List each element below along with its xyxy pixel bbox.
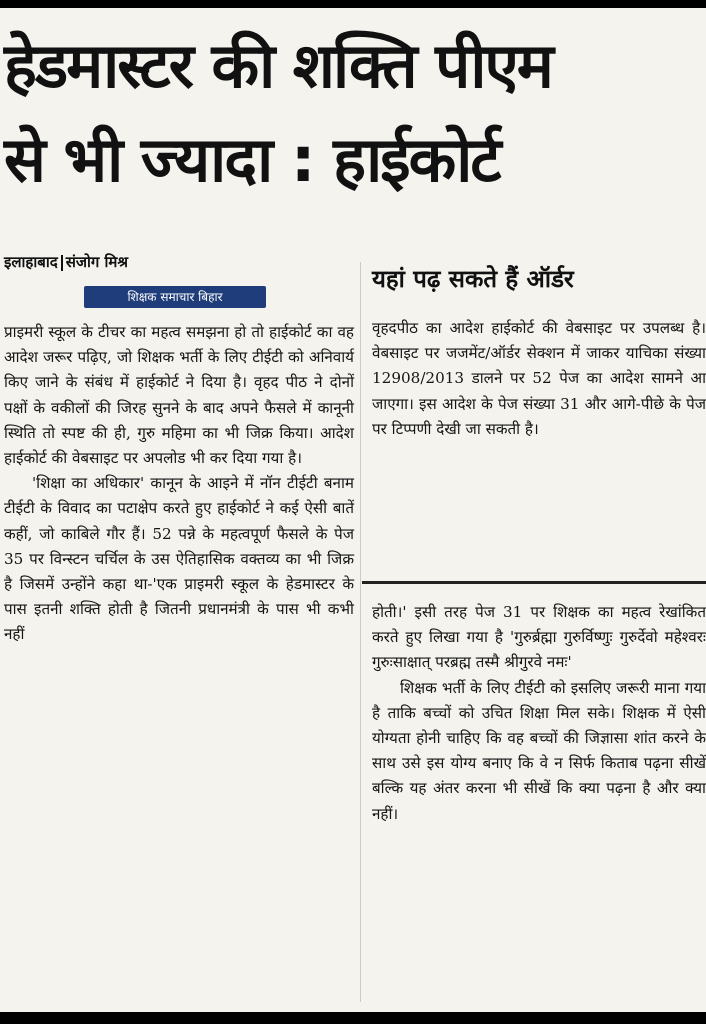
box-text xyxy=(372,316,706,442)
byline xyxy=(4,252,128,272)
right-paragraph-2: शिक्षक भर्ती के लिए टीईटी को इसलिए जरूरी माना गया है ताकि बच्चों को उचित शिक्षा मिल सके। शिक्षक में ऐसी योग्यता होनी चाहिए कि वह बच्चों की जिज्ञासा शांत करने के साथ उसे इस योग्य बनाए कि वे न सिर्फ किताब पढ़ना सीखें बल्कि यह अंतर करना भी सीखें कि क्या पढ़ना है और क्या नहीं। xyxy=(372,678,706,823)
byline-author: संजोग मिश्र xyxy=(65,253,128,271)
box-paragraph: वृहदपीठ का आदेश हाईकोर्ट की वेबसाइट पर उपलब्ध है। वेबसाइट पर जजमेंट/ऑर्डर सेक्शन में जाकर याचिका संख्या 12908/2013 डालने पर 52 पेज का आदेश सामने आ जाएगा। इस आदेश के पेज संख्या 31 और आगे-पीछे के पेज पर टिप्पणी देखी जा सकती है। xyxy=(372,319,706,438)
right-paragraph-1: होती।' इसी तरह पेज 31 पर शिक्षक का महत्व रेखांकित करते हुए लिखा गया है 'गुरुर्ब्रह्मा गुरुर्विष्णुः गुरुर्देवो महेश्वरः गुरुःसाक्षात् परब्रह्म तस्मै श्रीगुरवे नमः' xyxy=(372,603,706,672)
left-paragraph-1: प्राइमरी स्कूल के टीचर का महत्व समझना हो तो हाईकोर्ट का वह आदेश जरूर पढ़िए, जो शिक्षक भर्ती के लिए टीईटी को अनिवार्य किए जाने के संबंध में हाईकोर्ट ने दिया है। वृहद पीठ ने दोनों पक्षों के वकीलों की जिरह सुनने के बाद अपने फैसले में कानूनी स्थिति तो स्पष्ट की ही, गुरु महिमा का भी जिक्र किया। आदेश हाईकोर्ट की वेबसाइट पर अपलोड भी कर दिया गया है। xyxy=(4,323,354,468)
left-column xyxy=(4,320,354,648)
left-paragraph-2: 'शिक्षा का अधिकार' कानून के आइने में नॉन टीईटी बनाम टीईटी के विवाद का पटाक्षेप करते हुए हाईकोर्ट ने कई ऐसी बातें कहीं, जो काबिले गौर हैं। 52 पन्ने के महत्वपूर्ण फैसले के पेज 35 पर विन्स्टन चर्चिल के उस ऐतिहासिक वक्तव्य का भी जिक्र है जिसमें उन्होंने कहा था-'एक प्राइमरी स्कूल के हेडमास्टर के पास इतनी शक्ति होती है जितनी प्रधानमंत्री के पास भी कभी नहीं xyxy=(4,474,354,644)
right-column xyxy=(372,600,706,827)
byline-place: इलाहाबाद xyxy=(4,253,58,271)
byline-separator xyxy=(61,255,63,271)
newspaper-clipping xyxy=(0,8,706,1012)
box-title: यहां पढ़ सकते हैं ऑर्डर xyxy=(372,265,574,293)
box-divider xyxy=(362,581,706,584)
source-badge: शिक्षक समाचार बिहार xyxy=(84,286,266,308)
headline-line-1: हेडमास्टर की शक्ति पीएम xyxy=(4,29,552,102)
headline-line-2: से भी ज्यादा : हाईकोर्ट xyxy=(4,123,500,196)
column-separator xyxy=(360,262,361,1002)
